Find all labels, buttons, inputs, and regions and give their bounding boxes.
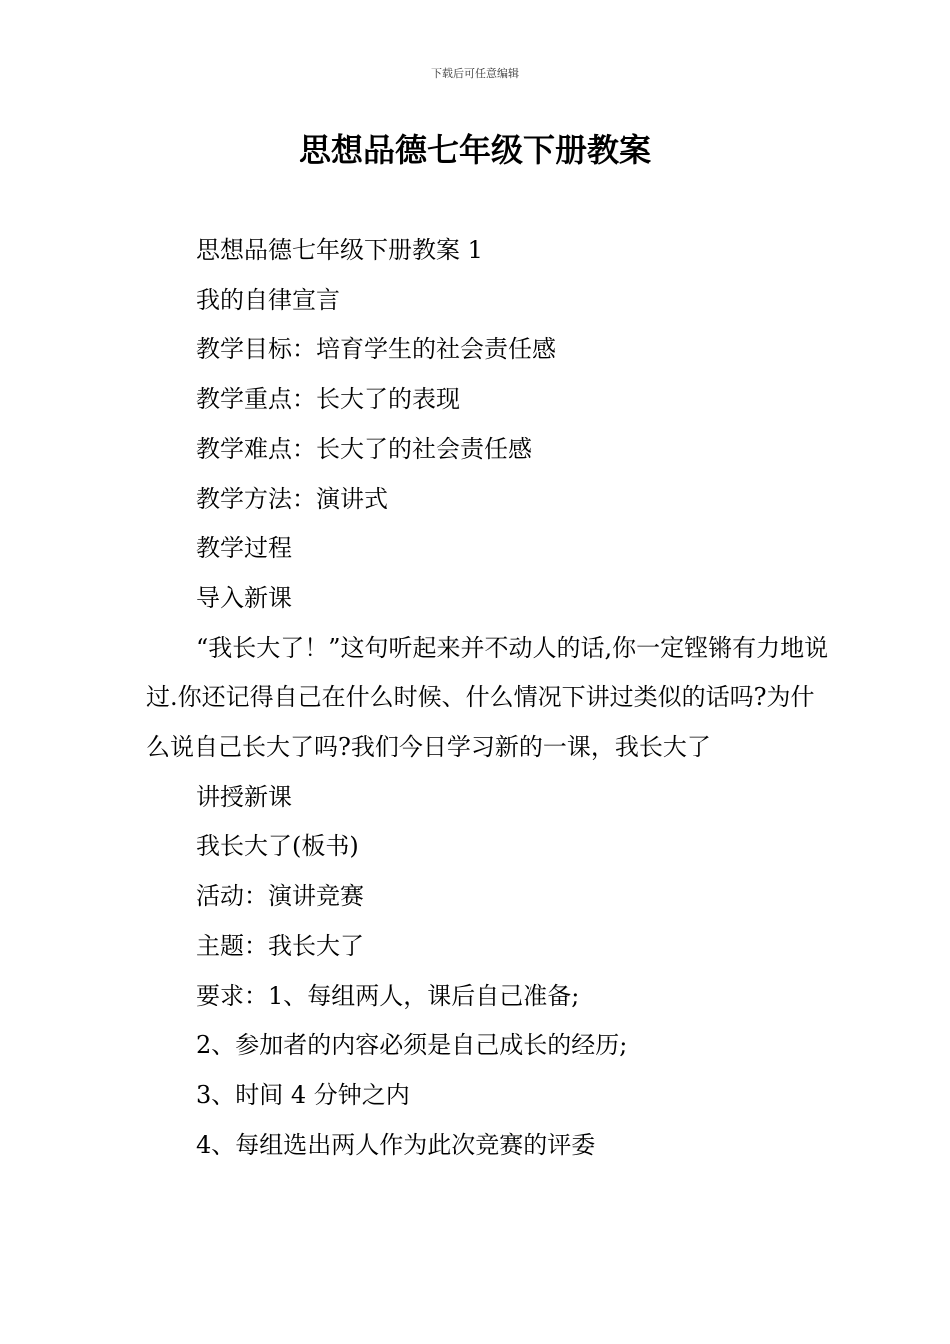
new-lesson-heading: 讲授新课 [196,782,292,811]
requirement-item: 2、参加者的内容必须是自己成长的经历; [196,1031,628,1060]
teaching-goal: 教学目标：培育学生的社会责任感 [196,335,556,364]
header-note: 下载后可任意编辑 [431,67,519,80]
activity-line: 活动：演讲竞赛 [196,882,364,911]
document-title: 思想品德七年级下册教案 [298,131,651,169]
theme-line: 主题：我长大了 [196,931,364,960]
section-heading: 思想品德七年级下册教案 1 [196,236,483,264]
intro-heading: 导入新课 [196,583,292,612]
board-note: 我长大了(板书) [196,832,359,861]
requirement-item: 4、每组选出两人作为此次竞赛的评委 [196,1130,596,1159]
requirement-item: 3、时间 4 分钟之内 [196,1080,410,1109]
intro-paragraph: “我长大了！”这句听起来并不动人的话,你一定铿锵有力地说过.你还记得自己在什么时候、什么情况下讲过类似的话吗?为什么说自己长大了吗?我们今日学习新的一课，我长大了 [146,633,829,762]
teaching-process: 教学过程 [196,534,292,563]
teaching-difficulty: 教学难点：长大了的社会责任感 [196,434,532,463]
requirement-line: 要求：1、每组两人，课后自己准备; [196,981,580,1010]
document-body [146,226,836,1170]
teaching-focus: 教学重点：长大了的表现 [196,385,460,414]
teaching-method: 教学方法：演讲式 [196,484,388,513]
lesson-title: 我的自律宣言 [196,285,340,314]
